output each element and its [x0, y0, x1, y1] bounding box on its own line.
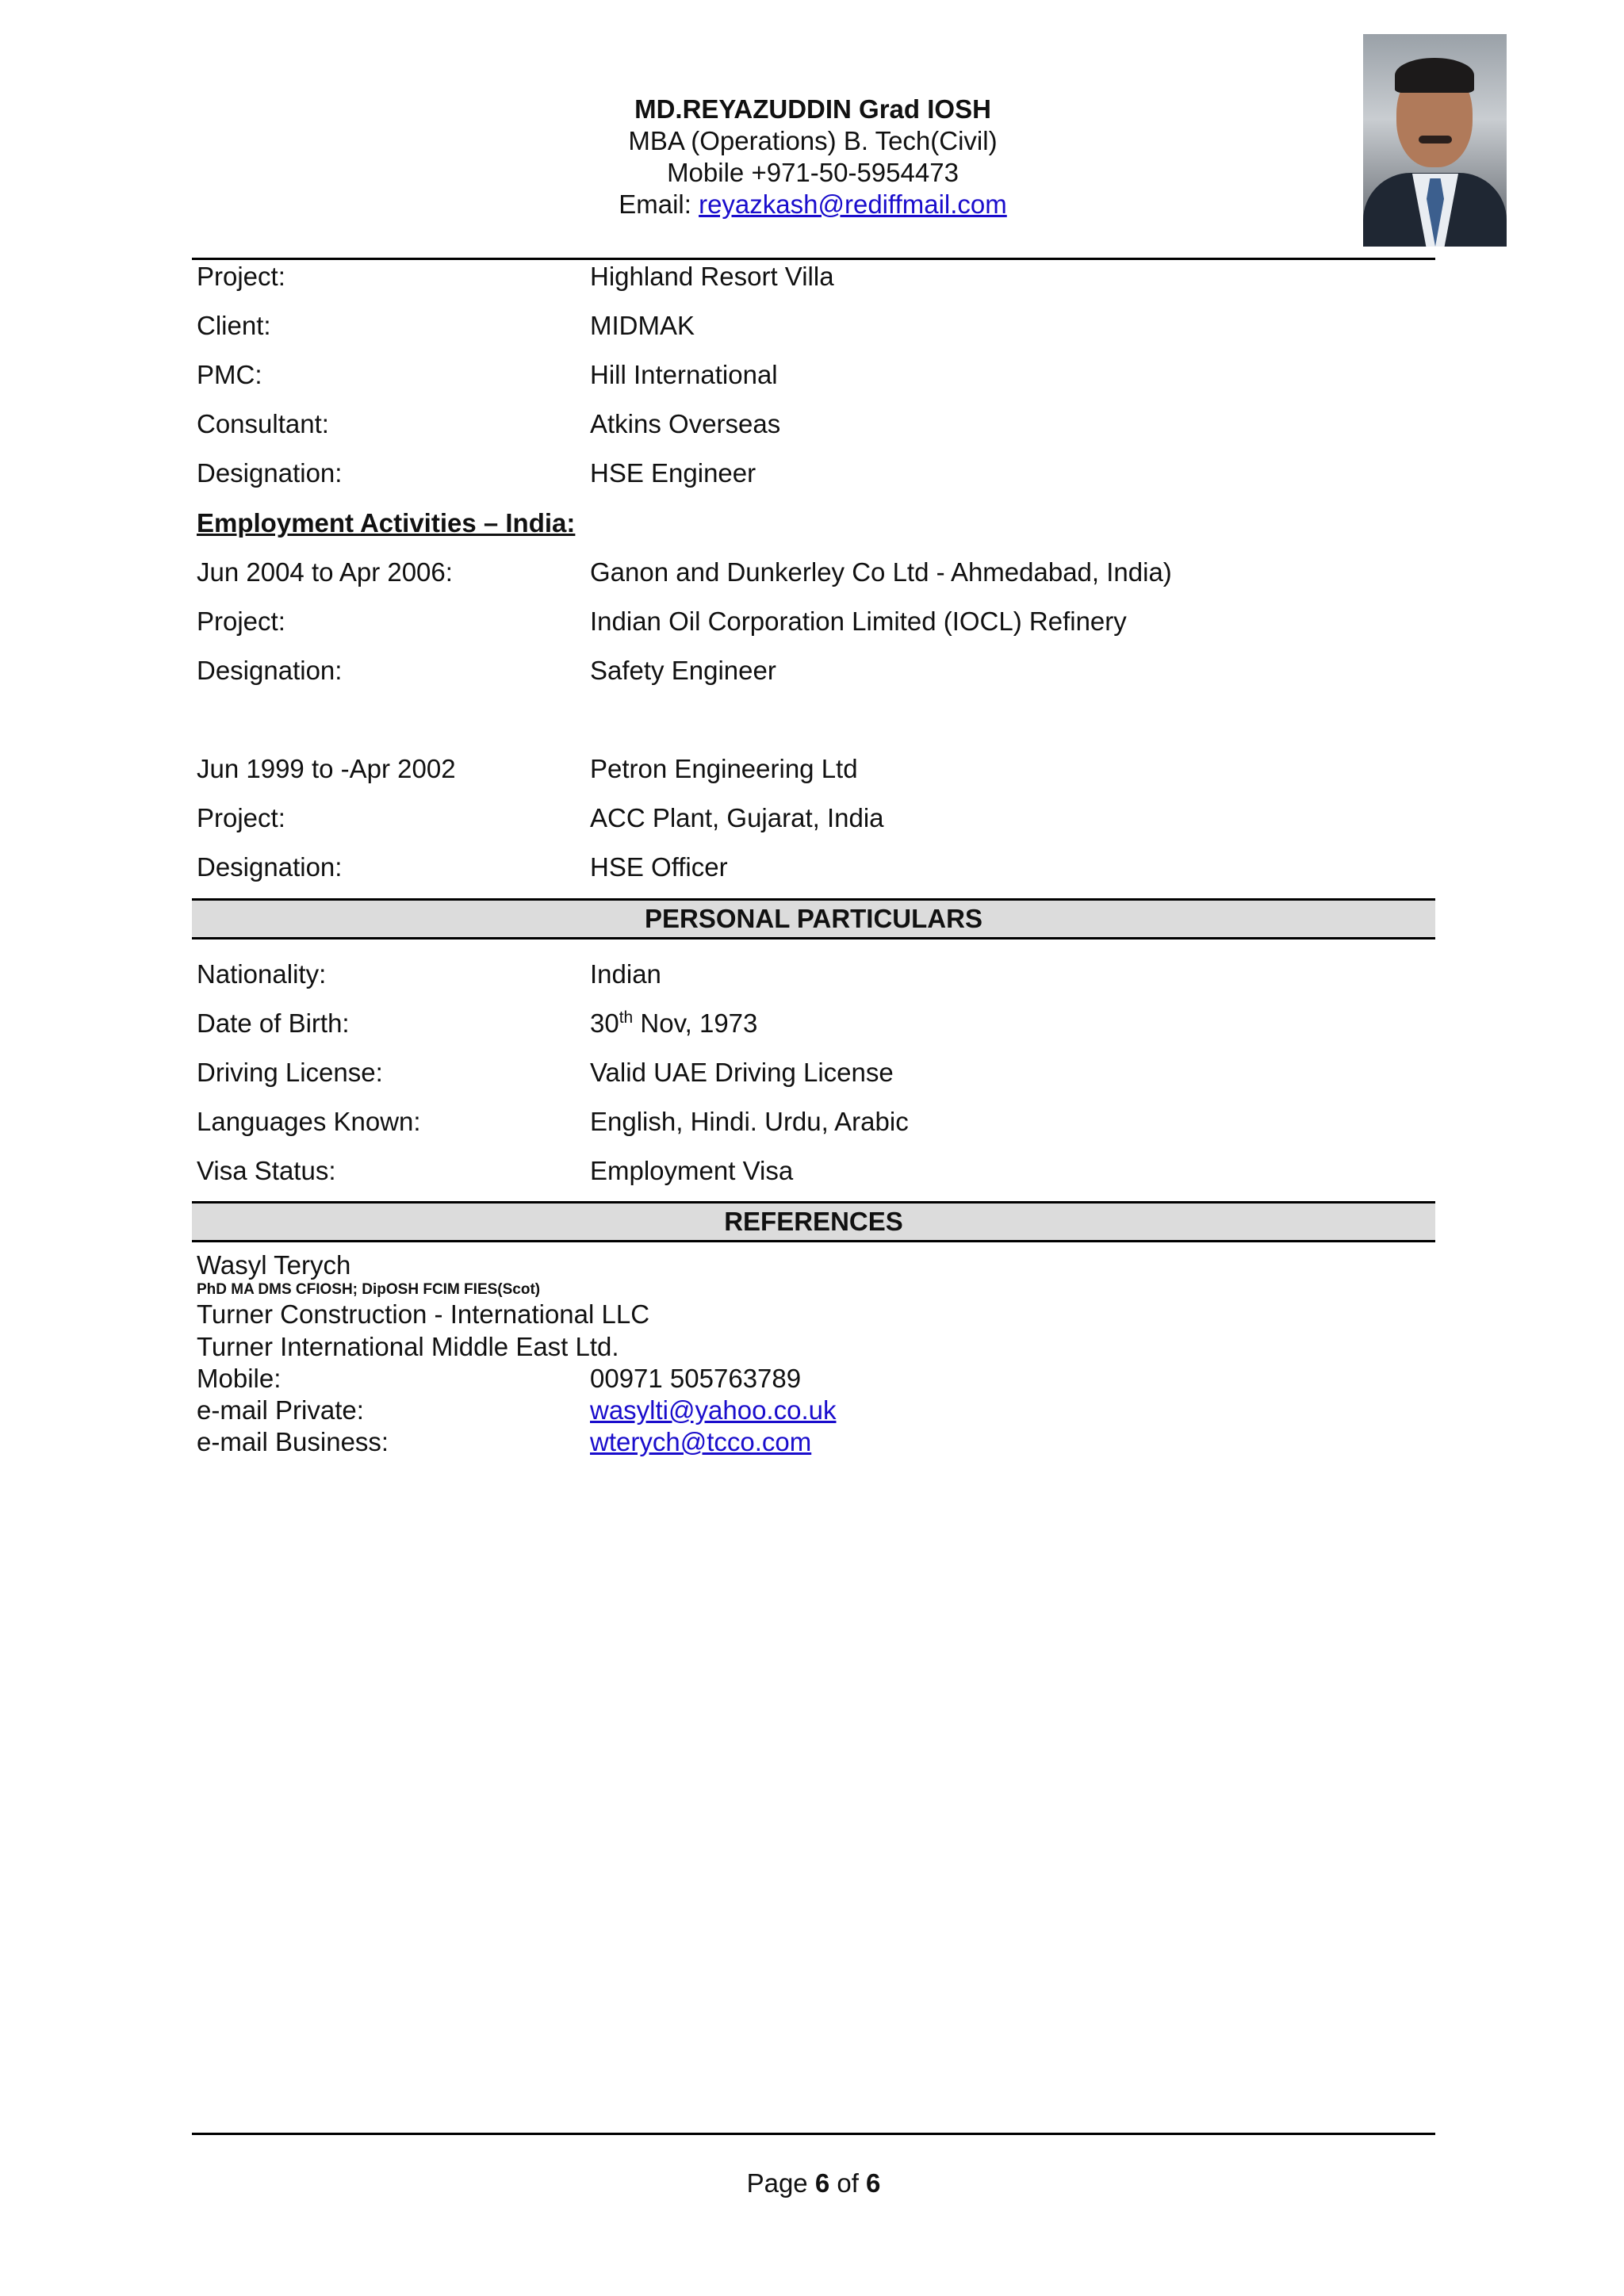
candidate-name: MD.REYAZUDDIN Grad IOSH — [634, 94, 991, 124]
mobile-number: Mobile +971-50-5954473 — [667, 158, 959, 187]
field-value: ACC Plant, Gujarat, India — [590, 803, 884, 832]
field-label: PMC: — [197, 360, 262, 389]
india-job2-designation-row — [197, 851, 1434, 883]
field-value: MIDMAK — [590, 311, 695, 340]
field-label: e-mail Private: — [197, 1395, 364, 1425]
reference-name: Wasyl Terych — [197, 1250, 351, 1280]
field-value: Highland Resort Villa — [590, 262, 834, 291]
field-value: HSE Engineer — [590, 458, 756, 488]
field-label: Designation: — [197, 458, 343, 488]
field-label: Client: — [197, 311, 271, 340]
field-label: Languages Known: — [197, 1107, 421, 1136]
field-label: Project: — [197, 607, 285, 636]
field-label: e-mail Business: — [197, 1427, 389, 1456]
field-value: English, Hindi. Urdu, Arabic — [590, 1107, 909, 1136]
email-label: Email: — [619, 189, 699, 219]
field-value: 00971 505763789 — [590, 1364, 802, 1393]
field-value: Hill International — [590, 360, 778, 389]
personal-particulars-heading: PERSONAL PARTICULARS — [192, 898, 1435, 939]
field-value: Safety Engineer — [590, 656, 776, 685]
field-value: Indian — [590, 959, 661, 989]
references-heading: REFERENCES — [192, 1201, 1435, 1242]
field-label: Designation: — [197, 852, 343, 882]
designation-row — [197, 457, 1434, 489]
india-job1-period-row — [197, 557, 1434, 588]
field-label: Mobile: — [197, 1364, 282, 1393]
india-job2-project-row — [197, 802, 1434, 834]
client-row — [197, 310, 1434, 342]
dob-ordinal: th — [619, 1008, 634, 1027]
reference-email-private-row — [197, 1395, 1434, 1426]
india-job1-project-row — [197, 606, 1434, 637]
reference-company-2: Turner International Middle East Ltd. — [197, 1332, 619, 1361]
field-value: HSE Officer — [590, 852, 728, 882]
field-value — [590, 1008, 757, 1039]
of-word: of — [829, 2168, 867, 2198]
reference-email-business-link[interactable]: wterych@tcco.com — [590, 1427, 812, 1456]
project-row — [197, 261, 1434, 293]
india-job1-designation-row — [197, 655, 1434, 687]
field-value: Employment Visa — [590, 1156, 794, 1185]
languages-row — [197, 1106, 1434, 1138]
nationality-row — [197, 959, 1434, 990]
current-page: 6 — [814, 2168, 830, 2198]
email-line — [492, 189, 1134, 220]
photo-moustache — [1419, 136, 1452, 144]
dob-day: 30 — [590, 1008, 619, 1038]
field-value: Valid UAE Driving License — [590, 1058, 894, 1087]
field-label: Visa Status: — [197, 1156, 336, 1185]
reference-company-1: Turner Construction - International LLC — [197, 1299, 650, 1329]
field-value: Ganon and Dunkerley Co Ltd - Ahmedabad, India) — [590, 557, 1172, 587]
field-label: Designation: — [197, 656, 343, 685]
photo-hair — [1395, 58, 1474, 93]
field-label: Consultant: — [197, 409, 329, 438]
pmc-row — [197, 359, 1434, 391]
email-link[interactable]: reyazkash@rediffmail.com — [699, 189, 1007, 219]
field-value: Atkins Overseas — [590, 409, 781, 438]
page-word: Page — [746, 2168, 815, 2198]
field-label: Project: — [197, 262, 285, 291]
visa-row — [197, 1155, 1434, 1187]
driving-license-row — [197, 1057, 1434, 1089]
field-label: Driving License: — [197, 1058, 383, 1087]
field-label: Project: — [197, 803, 285, 832]
india-job2-period-row — [197, 753, 1434, 785]
header-divider — [192, 258, 1435, 260]
header — [492, 94, 1134, 220]
field-label: Date of Birth: — [197, 1008, 350, 1038]
dob-row — [197, 1008, 1434, 1039]
consultant-row — [197, 408, 1434, 440]
reference-email-business-row — [197, 1426, 1434, 1458]
field-label: Jun 2004 to Apr 2006: — [197, 557, 453, 587]
total-pages: 6 — [866, 2168, 881, 2198]
footer-divider — [192, 2133, 1435, 2135]
field-value: Indian Oil Corporation Limited (IOCL) Refinery — [590, 607, 1127, 636]
field-label: Jun 1999 to -Apr 2002 — [197, 754, 456, 783]
reference-credentials: PhD MA DMS CFIOSH; DipOSH FCIM FIES(Scot) — [197, 1281, 541, 1298]
reference-email-private-link[interactable]: wasylti@yahoo.co.uk — [590, 1395, 837, 1425]
field-value: Petron Engineering Ltd — [590, 754, 858, 783]
india-employment-heading: Employment Activities – India: — [197, 508, 576, 538]
field-label: Nationality: — [197, 959, 327, 989]
profile-photo — [1363, 34, 1507, 247]
dob-rest: Nov, 1973 — [633, 1008, 758, 1038]
reference-mobile-row — [197, 1363, 1434, 1395]
qualifications: MBA (Operations) B. Tech(Civil) — [628, 126, 998, 155]
page-number — [192, 2168, 1435, 2199]
